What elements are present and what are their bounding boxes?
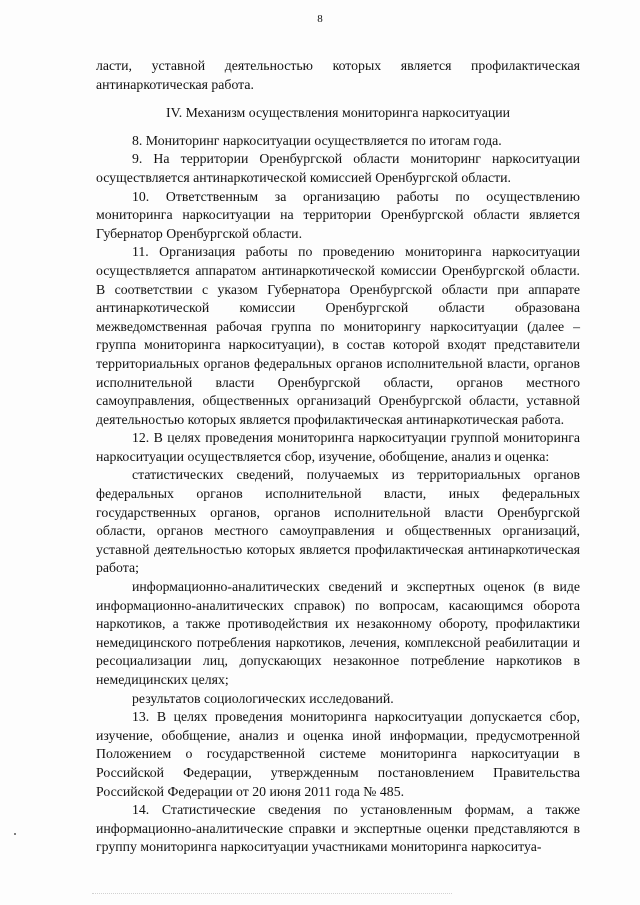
document-body (96, 57, 580, 857)
paragraph: 10. Ответственным за организацию работы по осуществлению мониторинга наркоситуации на территории Оренбургской области является Губернатор Оренбургской области. (96, 188, 580, 241)
paragraph: 14. Статистические сведения по установленным формам, а также информационно-аналитические справки и экспертные оценки представляются в группу мониторинга наркоситуации участниками мониторинга наркоситуа- (96, 802, 580, 855)
section-heading: IV. Механизм осуществления мониторинга наркоситуации (165, 105, 510, 121)
paragraph: ласти, уставной деятельностью которых является профилактическая антинаркотическая работа. (96, 58, 580, 92)
scan-noise (92, 893, 452, 897)
paragraph: информационно-аналитических сведений и экспертных оценок (в виде информационно-аналитических справок) по вопросам, касающимся оборота наркотиков, а также противодействия их незаконному обороту, профилактики немедицинского потребления наркотиков, лечения, комплексной реабилитации и ресоциализации лиц, допускающих незаконное потребление наркотиков в немедицинских целях; (96, 579, 580, 687)
paragraph: 12. В целях проведения мониторинга наркоситуации группой мониторинга наркоситуации осуществляется сбор, изучение, обобщение, анализ и оценка: (96, 430, 580, 464)
paragraph: результатов социологических исследований. (132, 690, 394, 706)
paragraph: 9. На территории Оренбургской области мониторинг наркоситуации осуществляется антинаркотической комиссией Оренбургской области. (96, 151, 580, 185)
scan-speck (14, 833, 16, 835)
paragraph: статистических сведений, получаемых из территориальных органов федеральных органов исполнительной власти, иных федеральных государственных органов, органов исполнительной власти Оренбургской области, органов местного самоуправления и общественных организаций, уставной деятельностью которых является профилактическая антинаркотическая работа; (96, 467, 580, 576)
paragraph: 11. Организация работы по проведению мониторинга наркоситуации осуществляется аппаратом антинаркотической комиссии Оренбургской области. В соответствии с указом Губернатора Оренбургской области при аппарате антинаркотической комиссии Оренбургской области образована межведомственная рабочая группа по мониторингу наркоситуации (далее – группа мониторинга наркоситуации), в состав которой входят представители территориальных органов федеральных органов исполнительной власти, органов исполнительной власти Оренбургской области, органов местного самоуправления, общественных организаций Оренбургской области, уставной деятельностью которых является профилактическая антинаркотическая работа. (96, 244, 580, 427)
page-number: 8 (317, 13, 323, 25)
paragraph: 8. Мониторинг наркоситуации осуществляется по итогам года. (132, 132, 502, 148)
paragraph: 13. В целях проведения мониторинга наркоситуации допускается сбор, изучение, обобщение, анализ и оценка иной информации, предусмотренной Положением о государственной системе мониторинга наркоситуации в Российской Федерации, утвержденным постановлением Правительства Российской Федерации от 20 июня 2011 года № 485. (96, 709, 580, 799)
